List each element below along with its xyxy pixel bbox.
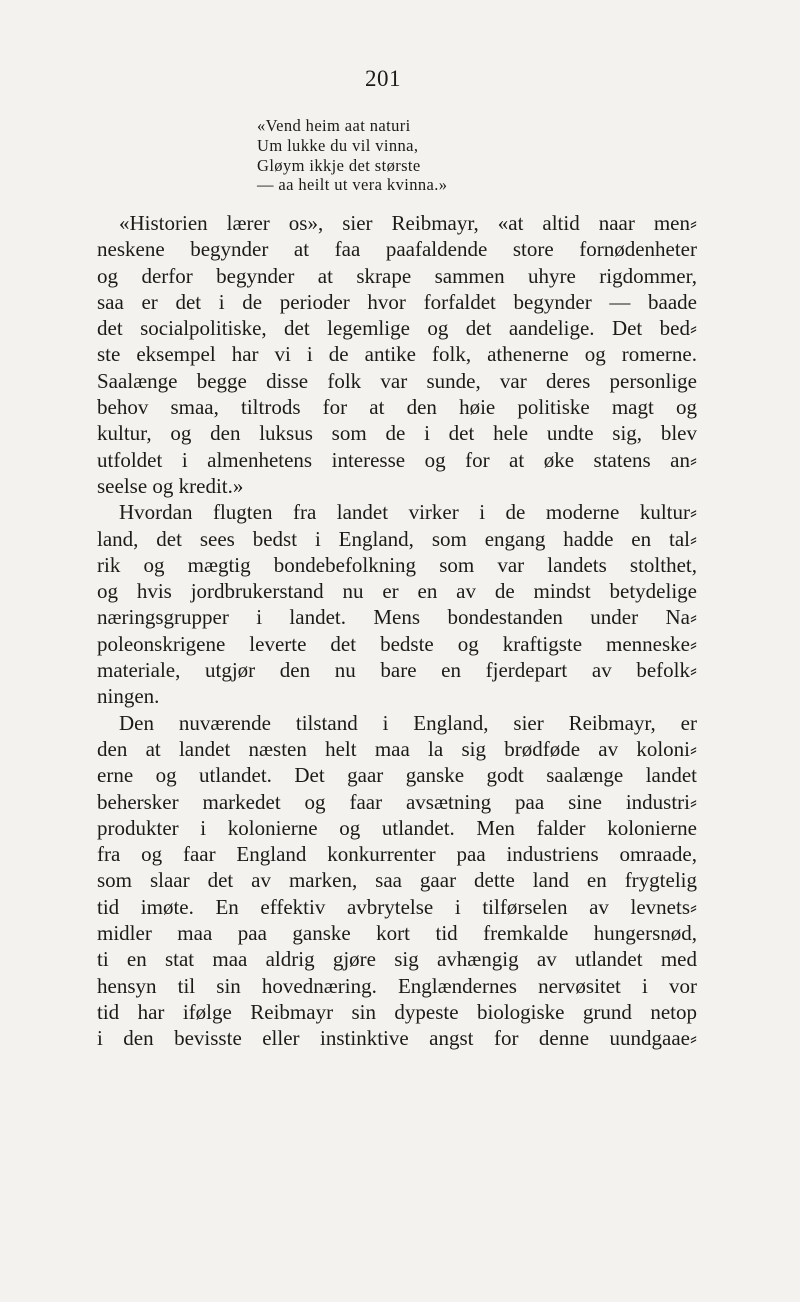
text-line: materiale, utgjør den nu bare en fjerdepart av befolk⸗ bbox=[97, 658, 697, 683]
poem-line: Um lukke du vil vinna, bbox=[257, 135, 419, 155]
text-line: poleonskrigene leverte det bedste og kraftigste menneske⸗ bbox=[97, 631, 697, 656]
text-line: ningen. bbox=[97, 684, 160, 709]
text-line: saa er det i de perioder hvor forfaldet begynder — baade bbox=[97, 289, 697, 314]
text-line: rik og mægtig bondebefolkning som var landets stolthet, bbox=[97, 552, 697, 577]
text-line: utfoldet i almenhetens interesse og for at øke statens an⸗ bbox=[97, 447, 697, 472]
text-line: produkter i kolonierne og utlandet. Men falder kolonierne bbox=[97, 815, 697, 840]
text-line: fra og faar England konkurrenter paa industriens omraade, bbox=[97, 842, 697, 867]
text-line: seelse og kredit.» bbox=[97, 473, 244, 498]
text-line: ti en stat maa aldrig gjøre sig avhængig av utlandet med bbox=[97, 947, 697, 972]
page-number: 201 bbox=[365, 66, 401, 91]
text-line: ste eksempel har vi i de antike folk, athenerne og romerne. bbox=[97, 342, 697, 367]
text-line: Saalænge begge disse folk var sunde, var deres personlige bbox=[97, 368, 697, 393]
poem-line: «Vend heim aat naturi bbox=[257, 116, 411, 135]
text-line: det socialpolitiske, det legemlige og det aandelige. Det bed⸗ bbox=[97, 316, 697, 341]
text-line: neskene begynder at faa paafaldende store fornødenheter bbox=[97, 237, 697, 262]
text-line: næringsgrupper i landet. Mens bondestanden under Na⸗ bbox=[97, 605, 697, 630]
text-line: land, det sees bedst i England, som engang hadde en tal⸗ bbox=[97, 526, 697, 551]
poem-line: Gløym ikkje det største bbox=[257, 155, 421, 175]
text-line: midler maa paa ganske kort tid fremkalde hungersnød, bbox=[97, 921, 697, 946]
text-line: tid har ifølge Reibmayr sin dypeste biologiske grund netop bbox=[97, 999, 697, 1024]
text-line: i den bevisste eller instinktive angst for denne uundgaae⸗ bbox=[97, 1026, 697, 1051]
text-line: som slaar det av marken, saa gaar dette land en frygtelig bbox=[97, 868, 697, 893]
text-line: erne og utlandet. Det gaar ganske godt saalænge landet bbox=[97, 763, 697, 788]
poem-line: — aa heilt ut vera kvinna.» bbox=[257, 175, 448, 195]
text-line: kultur, og den luksus som de i det hele undte sig, blev bbox=[97, 421, 697, 446]
text-line: behov smaa, tiltrods for at den høie politiske magt og bbox=[97, 395, 697, 420]
text-line: Den nuværende tilstand i England, sier Reibmayr, er bbox=[119, 710, 697, 735]
text-line: hensyn til sin hovednæring. Englændernes nervøsitet i vor bbox=[97, 973, 697, 998]
text-line: behersker markedet og faar avsætning paa sine industri⸗ bbox=[97, 789, 697, 814]
poem-quote bbox=[257, 116, 447, 195]
text-line: og derfor begynder at skrape sammen uhyre rigdommer, bbox=[97, 263, 697, 288]
body-text bbox=[97, 210, 697, 1052]
text-line: «Historien lærer os», sier Reibmayr, «at altid naar men⸗ bbox=[119, 211, 697, 235]
text-line: tid imøte. En effektiv avbrytelse i tilførselen av levnets⸗ bbox=[97, 894, 697, 919]
text-line: den at landet næsten helt maa la sig brødføde av koloni⸗ bbox=[97, 736, 697, 761]
text-line: og hvis jordbrukerstand nu er en av de mindst betydelige bbox=[97, 579, 697, 604]
text-line: Hvordan flugten fra landet virker i de moderne kultur⸗ bbox=[119, 500, 697, 525]
